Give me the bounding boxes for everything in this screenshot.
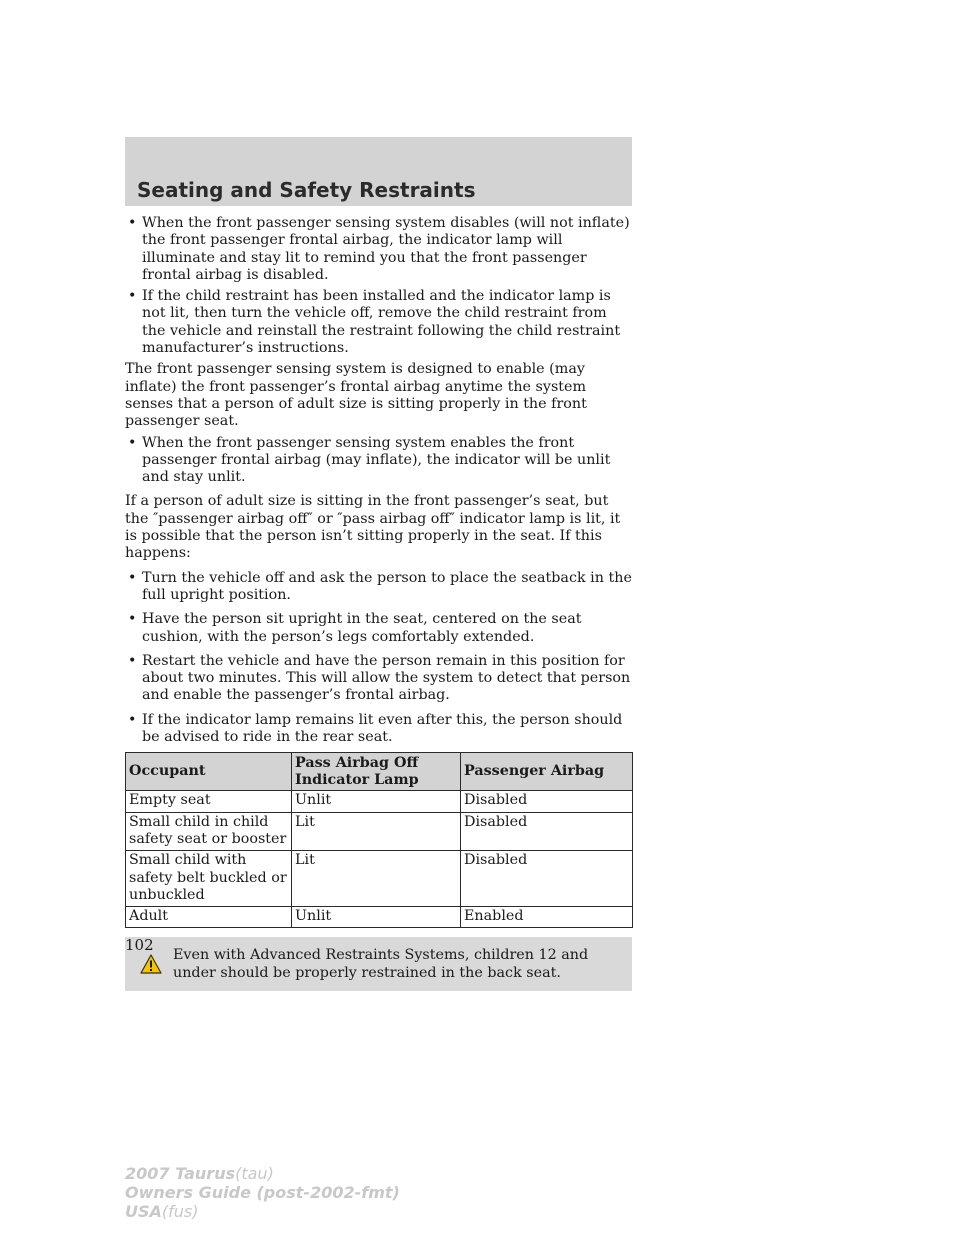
footer-guide: Owners Guide (post-2002-fmt) [125, 1183, 400, 1202]
column-header-occupant: Occupant [126, 753, 292, 791]
footer-model-code: (tau) [235, 1164, 274, 1183]
table-cell: Disabled [461, 791, 633, 812]
warning-text: Even with Advanced Restraints Systems, children 12 and under should be properly restrained in the back seat. [173, 947, 589, 981]
footer-model: 2007 Taurus [125, 1164, 236, 1183]
bullet-item: • Have the person sit upright in the seat, centered on the seat cushion, with the person’s legs comfortably extended. [125, 611, 632, 646]
table-cell: Small child in child safety seat or booster [126, 812, 292, 851]
page-content [125, 215, 632, 991]
table-row [126, 791, 633, 812]
table-cell: Adult [126, 907, 292, 928]
footer-line-model [125, 1164, 400, 1183]
airbag-status-table-wrap [125, 752, 632, 928]
table-cell: Lit [292, 851, 461, 907]
table-cell: Unlit [292, 791, 461, 812]
footer-line-guide [125, 1183, 400, 1202]
column-header-indicator-lamp: Pass Airbag Off Indicator Lamp [292, 753, 461, 791]
document-footer [125, 1164, 400, 1221]
table-cell: Disabled [461, 812, 633, 851]
section-title: Seating and Safety Restraints [137, 178, 476, 202]
bullet-item: • If the child restraint has been installed and the indicator lamp is not lit, then turn the vehicle off, remove the child restraint from the vehicle and reinstall the restraint following the child restraint manufacturer’s instructions. [125, 288, 632, 357]
paragraph: If a person of adult size is sitting in the front passenger’s seat, but the ″passenger airbag off″ or ″pass airbag off″ indicator lamp is lit, it is possible that the person isn’t sitting properly in the seat. If this happens: [125, 493, 621, 562]
footer-market: USA [125, 1202, 162, 1221]
table-cell: Empty seat [126, 791, 292, 812]
table-cell: Lit [292, 812, 461, 851]
table-row [126, 851, 633, 907]
footer-line-market [125, 1202, 400, 1221]
section-header-band [125, 137, 632, 206]
table-header-row [126, 753, 633, 791]
table-row [126, 812, 633, 851]
body-text [125, 215, 632, 746]
bullet-item: • Turn the vehicle off and ask the person to place the seatback in the full upright position. [125, 570, 632, 605]
table-row [126, 907, 633, 928]
paragraph: The front passenger sensing system is designed to enable (may inflate) the front passenger’s frontal airbag anytime the system senses that a person of adult size is sitting properly in the front passenger seat. [125, 361, 587, 430]
bullet-item: • Restart the vehicle and have the person remain in this position for about two minutes. This will allow the system to detect that person and enable the passenger’s frontal airbag. [125, 653, 632, 705]
footer-market-code: (fus) [161, 1202, 199, 1221]
table-cell: Disabled [461, 851, 633, 907]
airbag-status-table [125, 752, 633, 928]
warning-triangle-icon [140, 954, 162, 974]
column-header-passenger-airbag: Passenger Airbag [461, 753, 633, 791]
table-cell: Enabled [461, 907, 633, 928]
table-cell: Unlit [292, 907, 461, 928]
table-cell: Small child with safety belt buckled or unbuckled [126, 851, 292, 907]
warning-box [125, 937, 632, 991]
bullet-item: • If the indicator lamp remains lit even after this, the person should be advised to ride in the rear seat. [125, 712, 632, 747]
bullet-item: • When the front passenger sensing system disables (will not inflate) the front passenger frontal airbag, the indicator lamp will illuminate and stay lit to remind you that the front passenger frontal airbag is disabled. [125, 215, 632, 284]
bullet-item: • When the front passenger sensing system enables the front passenger frontal airbag (may inflate), the indicator will be unlit and stay unlit. [125, 435, 632, 487]
page-number: 102 [125, 936, 154, 954]
